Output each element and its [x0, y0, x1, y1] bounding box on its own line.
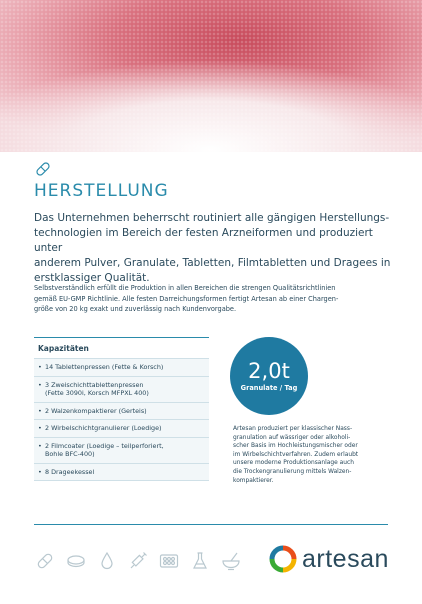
intro-line: erstklassiger Qualität.	[34, 272, 150, 284]
capacity-item	[34, 377, 209, 403]
side-line: unsere moderne Produktionsanlage auch	[233, 460, 354, 467]
syringe-icon	[127, 550, 149, 572]
capacity-item	[34, 438, 209, 464]
side-line: granulation auf wässriger oder alkoholi-	[233, 434, 351, 441]
bullet: •	[38, 441, 42, 450]
capacity-line: (Fette 3090i, Korsch MFPXL 400)	[45, 389, 149, 397]
body-line: Selbstverständlich erfüllt die Produktion in allen Bereichen die strengen Qualitätsrichtlinien	[34, 284, 336, 292]
bullet: •	[38, 380, 42, 389]
side-line: scher Basis im Hochleistungsmischer oder	[233, 443, 358, 450]
capacities-heading: Kapazitäten	[34, 337, 209, 359]
badge-value: 2,0t	[248, 359, 290, 383]
bullet: •	[38, 424, 42, 432]
capacity-item	[34, 464, 209, 482]
intro-line: Das Unternehmen beherrscht routiniert alle gängigen Herstellungs-	[34, 212, 390, 224]
capacity-item	[34, 403, 209, 421]
page-title: HERSTELLUNG	[34, 181, 169, 201]
bullet: •	[38, 406, 42, 415]
capacity-line: 2 Wirbelschichtgranulierer (Loedige)	[45, 424, 162, 432]
body-line: gemäß EU-GMP Richtlinie. Alle festen Darreichungsformen fertigt Artesan ab einer Chargen-	[34, 294, 339, 303]
blister-pack-icon	[158, 550, 180, 572]
flask-icon	[189, 550, 211, 572]
bullet: •	[38, 467, 42, 476]
bullet: •	[38, 363, 42, 371]
body-line: größe von 20 kg exakt und zuverlässig nach Kundenvorgabe.	[34, 305, 237, 313]
capsule-icon	[34, 550, 56, 572]
capacity-line: 3 Zweischichttablettenpressen	[45, 380, 144, 389]
drop-icon	[96, 550, 118, 572]
side-line: kompaktierer.	[233, 477, 274, 484]
logo-mark-icon	[268, 544, 298, 574]
capacity-line: 2 Walzenkompaktierer (Gerteis)	[45, 406, 147, 415]
capacity-line: 8 Drageekessel	[45, 467, 95, 476]
body-text	[34, 283, 394, 315]
capacity-line: 14 Tablettenpressen (Fette & Korsch)	[45, 363, 164, 371]
intro-text	[34, 211, 394, 286]
capacity-item	[34, 420, 209, 438]
footer-divider	[34, 524, 388, 525]
capsule-icon	[34, 160, 52, 178]
mortar-icon	[220, 550, 242, 572]
logo-text: artesan	[302, 544, 389, 573]
intro-line: technologien im Bereich der festen Arzneiformen und produziert unter	[34, 227, 373, 254]
dosage-form-icons	[34, 550, 242, 572]
intro-line: anderem Pulver, Granulate, Tabletten, Filmtabletten und Dragees in	[34, 257, 391, 269]
output-badge	[230, 337, 308, 415]
capacity-item	[34, 359, 209, 377]
side-line: die Trockengranulierung mittels Walzen-	[233, 468, 352, 475]
tablet-icon	[65, 550, 87, 572]
hero-image	[0, 0, 422, 152]
capacities-box	[34, 337, 209, 481]
side-line: im Wirbelschichtverfahren. Zudem erlaubt	[233, 451, 359, 458]
badge-label: Granulate / Tag	[240, 384, 298, 392]
capacity-line: Bohle BFC-400)	[45, 450, 95, 458]
side-line: Artesan produziert per klassischer Nass-	[233, 426, 353, 432]
capacity-line: 2 Filmcoater (Loedige – teilperforiert,	[45, 441, 164, 450]
artesan-logo	[268, 544, 389, 574]
granulation-text	[233, 425, 393, 485]
